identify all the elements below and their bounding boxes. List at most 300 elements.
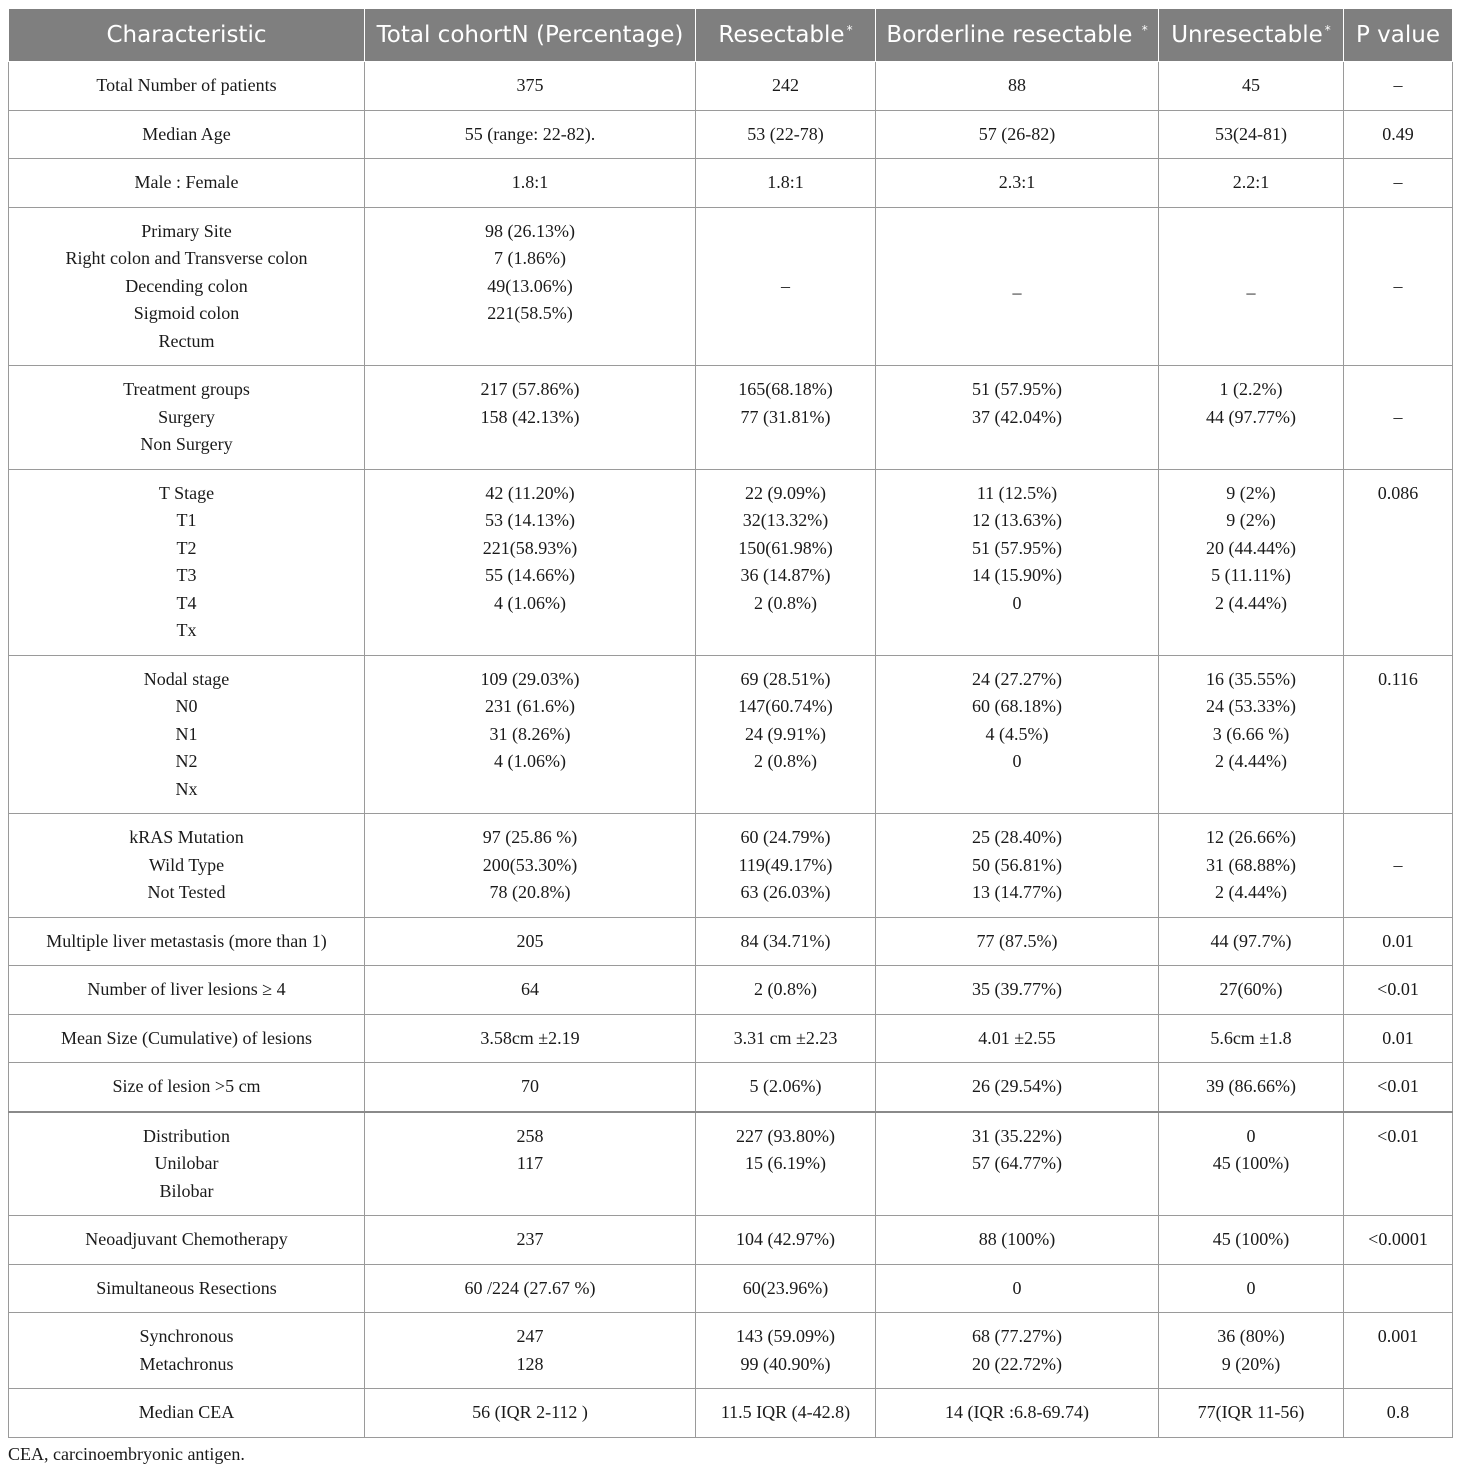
cell-line: Distribution (142, 1125, 230, 1146)
cell-line: – (1393, 75, 1403, 95)
cell-p-value (1344, 1063, 1453, 1112)
table-row (9, 1313, 1453, 1389)
cell-line: 39 (86.66%) (1206, 1076, 1296, 1096)
cell-line: N1 (175, 723, 198, 744)
cell-line: 3.31 cm ±2.23 (733, 1027, 838, 1048)
cell-line: 165(68.18%) (738, 379, 833, 399)
cell-line: 0.01 (1382, 930, 1414, 951)
cell-unresectable (1159, 110, 1344, 159)
cell-line: Rectum (158, 330, 215, 351)
table-row (9, 1264, 1453, 1313)
cell-line: 44 (97.7%) (1210, 930, 1292, 951)
cell-resectable (696, 1063, 876, 1112)
cell-line: Total Number of patients (96, 75, 277, 95)
cell-borderline (876, 207, 1159, 366)
cell-p-value (1344, 1112, 1453, 1216)
cell-line: 55 (14.66%) (485, 565, 575, 585)
cell-line: 24 (9.91%) (745, 723, 826, 744)
cell-line: 2.2:1 (1232, 172, 1270, 192)
cell-line: 11 (12.5%) (976, 482, 1058, 503)
cell-borderline (876, 110, 1159, 159)
cell-borderline (876, 1112, 1159, 1216)
cell-line: 2 (0.8%) (754, 751, 817, 771)
cell-line: 0 (1012, 1277, 1022, 1298)
cell-line: 31 (8.26%) (489, 723, 571, 744)
cell-line: 0 (1246, 1277, 1256, 1298)
cell-line: 221(58.5%) (487, 303, 573, 323)
cell-line: 77 (87.5%) (976, 930, 1058, 951)
cell-line: 9 (2%) (1226, 482, 1276, 503)
cell-total-cohort (365, 655, 696, 814)
header-resectable: Resectable * (696, 9, 876, 62)
cell-line: 84 (34.71%) (740, 930, 831, 951)
table-row (9, 655, 1453, 814)
cell-line: 16 (35.55%) (1206, 668, 1296, 689)
table-row (9, 966, 1453, 1015)
cell-line: 57 (64.77%) (972, 1153, 1062, 1173)
cell-line: 4 (1.06%) (494, 751, 566, 771)
cell-line: Treatment groups (123, 379, 250, 399)
cell-line: 150(61.98%) (738, 537, 833, 558)
cell-borderline (876, 1389, 1159, 1438)
cell-line: 45 (1242, 75, 1260, 95)
cell-borderline (876, 1014, 1159, 1063)
cell-unresectable (1159, 1313, 1344, 1389)
cell-line: 1 (2.2%) (1219, 379, 1283, 399)
cell-characteristic (9, 1264, 365, 1313)
cell-line: 60 (24.79%) (740, 827, 831, 847)
cell-unresectable (1159, 1264, 1344, 1313)
cell-characteristic (9, 966, 365, 1015)
cell-line: 2 (0.8%) (754, 592, 817, 613)
cell-line: 143 (59.09%) (736, 1326, 835, 1346)
cell-line: Male : Female (134, 172, 239, 192)
cell-borderline (876, 1216, 1159, 1265)
cell-line: 60 /224 (27.67 %) (464, 1277, 596, 1298)
cell-line: 5 (2.06%) (749, 1076, 822, 1096)
cell-line: 147(60.74%) (738, 696, 833, 716)
cell-line: 2 (0.8%) (754, 979, 817, 999)
table-row (9, 1216, 1453, 1265)
cell-total-cohort (365, 1264, 696, 1313)
cell-line: Right colon and Transverse colon (65, 248, 308, 268)
cell-unresectable (1159, 966, 1344, 1015)
cell-line: <0.01 (1377, 1125, 1419, 1146)
data-table (8, 8, 1453, 1438)
cell-line: 55 (range: 22-82). (464, 123, 596, 144)
cell-line: 231 (61.6%) (485, 696, 575, 716)
cell-line: 69 (28.51%) (740, 668, 831, 689)
cell-line: Multiple liver metastasis (more than 1) (46, 930, 327, 951)
cell-line: 242 (772, 75, 799, 95)
cell-resectable (696, 966, 876, 1015)
cell-p-value (1344, 1216, 1453, 1265)
table-row (9, 814, 1453, 918)
cell-line: 31 (68.88%) (1206, 854, 1296, 875)
cell-borderline (876, 1313, 1159, 1389)
cell-characteristic (9, 366, 365, 470)
cell-total-cohort (365, 110, 696, 159)
cell-p-value (1344, 366, 1453, 470)
cell-line: 2.3:1 (998, 172, 1036, 192)
cell-characteristic (9, 62, 365, 111)
cell-unresectable (1159, 1216, 1344, 1265)
cell-line: 25 (28.40%) (972, 827, 1062, 847)
cell-line: 205 (516, 930, 544, 951)
cell-line: 12 (26.66%) (1206, 827, 1296, 847)
cell-characteristic (9, 655, 365, 814)
cell-unresectable (1159, 207, 1344, 366)
cell-line: 1.8:1 (511, 172, 549, 192)
table-row (9, 1063, 1453, 1112)
cell-line: 158 (42.13%) (480, 406, 580, 427)
cell-line: Median CEA (138, 1402, 235, 1422)
header-characteristic: Characteristic (9, 9, 365, 62)
cell-line: Surgery (158, 406, 215, 427)
table-row (9, 366, 1453, 470)
cell-borderline (876, 366, 1159, 470)
cell-p-value (1344, 1264, 1453, 1313)
cell-line: <0.01 (1377, 1076, 1419, 1096)
cell-resectable (696, 1112, 876, 1216)
cell-resectable (696, 917, 876, 966)
cell-line: 51 (57.95%) (972, 379, 1062, 399)
cell-total-cohort (365, 814, 696, 918)
cell-line: Not Tested (147, 882, 226, 902)
cell-p-value (1344, 917, 1453, 966)
cell-line: <0.01 (1377, 979, 1419, 999)
cell-unresectable (1159, 62, 1344, 111)
cell-unresectable (1159, 366, 1344, 470)
cell-line: 27(60%) (1219, 979, 1283, 999)
cell-line: 0.086 (1377, 482, 1419, 503)
cell-line: 13 (14.77%) (972, 882, 1062, 902)
cell-characteristic (9, 1216, 365, 1265)
cell-line: <0.0001 (1368, 1229, 1428, 1249)
header-p-value: P value (1344, 9, 1453, 62)
table-row (9, 110, 1453, 159)
cell-line: 119(49.17%) (738, 854, 833, 875)
cell-resectable (696, 159, 876, 208)
cell-line: 51 (57.95%) (972, 537, 1062, 558)
cell-p-value (1344, 159, 1453, 208)
cell-line: 5.6cm ±1.8 (1210, 1027, 1292, 1048)
cell-line: 227 (93.80%) (736, 1125, 835, 1146)
table-row (9, 1014, 1453, 1063)
cell-line: 36 (14.87%) (740, 565, 831, 585)
table-row (9, 469, 1453, 655)
table-body (9, 62, 1453, 1438)
cell-line: 53 (14.13%) (485, 510, 575, 530)
cell-line: Bilobar (159, 1180, 214, 1201)
cell-line: Decending colon (125, 275, 248, 296)
cell-line: – (1393, 275, 1403, 296)
cell-line: 237 (516, 1229, 544, 1249)
cell-line: 45 (100%) (1212, 1153, 1290, 1173)
cell-line: 4.01 ±2.55 (978, 1027, 1056, 1048)
cell-line: 31 (35.22%) (972, 1125, 1062, 1146)
cell-p-value (1344, 469, 1453, 655)
cell-line: Sigmoid colon (133, 303, 240, 323)
cell-line: Tx (176, 620, 197, 640)
footnote-marker: * (1141, 23, 1148, 37)
cell-borderline (876, 469, 1159, 655)
cell-line: 97 (25.86 %) (482, 827, 578, 847)
cell-total-cohort (365, 469, 696, 655)
cell-p-value (1344, 1389, 1453, 1438)
cell-line: – (1393, 406, 1403, 427)
cell-line: 60 (68.18%) (972, 696, 1062, 716)
cell-line: Mean Size (Cumulative) of lesions (61, 1027, 312, 1048)
table-footnote: CEA, carcinoembryonic antigen. (8, 1443, 245, 1464)
cell-borderline (876, 966, 1159, 1015)
cell-line: 0 (1012, 751, 1022, 771)
cell-characteristic (9, 207, 365, 366)
cell-total-cohort (365, 1389, 696, 1438)
cell-line: 4 (4.5%) (985, 723, 1049, 744)
cell-unresectable (1159, 1063, 1344, 1112)
cell-unresectable (1159, 655, 1344, 814)
cell-line: 2 (4.44%) (1215, 751, 1287, 771)
cell-characteristic (9, 1389, 365, 1438)
cell-line: Simultaneous Resections (96, 1277, 277, 1298)
cell-line: _ (1012, 275, 1022, 296)
cell-line: 12 (13.63%) (972, 510, 1062, 530)
cell-unresectable (1159, 1389, 1344, 1438)
cell-line: 56 (IQR 2-112 ) (472, 1402, 588, 1422)
cell-line: 0.8 (1386, 1402, 1410, 1422)
cell-line: 36 (80%) (1217, 1326, 1285, 1346)
cell-borderline (876, 655, 1159, 814)
cell-line: Number of liver lesions ≥ 4 (87, 979, 286, 999)
cell-borderline (876, 814, 1159, 918)
cell-unresectable (1159, 1112, 1344, 1216)
table-container (8, 8, 1452, 1465)
cell-line: Neoadjuvant Chemotherapy (85, 1229, 288, 1249)
cell-borderline (876, 1264, 1159, 1313)
cell-borderline (876, 917, 1159, 966)
cell-total-cohort (365, 207, 696, 366)
cell-line: 109 (29.03%) (480, 668, 580, 689)
cell-line: 37 (42.04%) (972, 406, 1062, 427)
cell-line: 99 (40.90%) (740, 1353, 831, 1374)
cell-line: Nodal stage (143, 668, 230, 689)
cell-line: Unilobar (154, 1153, 219, 1173)
cell-total-cohort (365, 62, 696, 111)
cell-line: 14 (15.90%) (972, 565, 1062, 585)
cell-line: 117 (516, 1153, 544, 1173)
cell-total-cohort (365, 1063, 696, 1112)
cell-total-cohort (365, 917, 696, 966)
cell-line: 68 (77.27%) (972, 1326, 1062, 1346)
cell-characteristic (9, 159, 365, 208)
cell-line: 0.49 (1382, 123, 1414, 144)
cell-line: 53(24-81) (1215, 123, 1287, 144)
cell-characteristic (9, 1313, 365, 1389)
cell-total-cohort (365, 1313, 696, 1389)
cell-p-value (1344, 655, 1453, 814)
cell-characteristic (9, 1063, 365, 1112)
cell-line: 78 (20.8%) (489, 882, 571, 902)
cell-line: 49(13.06%) (487, 275, 573, 296)
cell-resectable (696, 1389, 876, 1438)
cell-line: 7 (1.86%) (494, 248, 566, 268)
cell-line: 70 (521, 1076, 539, 1096)
cell-characteristic (9, 1112, 365, 1216)
cell-line: 9 (2%) (1226, 510, 1276, 530)
cell-line: 0 (1012, 592, 1022, 613)
cell-line: 217 (57.86%) (480, 379, 580, 399)
cell-line: Synchronous (139, 1326, 234, 1346)
cell-resectable (696, 814, 876, 918)
cell-line: T1 (176, 510, 197, 530)
cell-line: 98 (26.13%) (485, 220, 575, 241)
cell-line: – (1393, 172, 1403, 192)
cell-line: 20 (44.44%) (1206, 537, 1296, 558)
cell-line: 26 (29.54%) (972, 1076, 1062, 1096)
cell-unresectable (1159, 917, 1344, 966)
cell-line: T Stage (158, 482, 215, 503)
cell-line: 104 (42.97%) (736, 1229, 835, 1249)
cell-line: Non Surgery (140, 434, 233, 454)
cell-resectable (696, 1313, 876, 1389)
cell-line: 5 (11.11%) (1211, 565, 1291, 585)
cell-characteristic (9, 1014, 365, 1063)
footnote-marker: * (846, 23, 853, 37)
header-unresectable: Unresectable * (1159, 9, 1344, 62)
cell-line: 1.8:1 (767, 172, 804, 192)
cell-p-value (1344, 1014, 1453, 1063)
header-row (9, 9, 1453, 62)
cell-line: 20 (22.72%) (972, 1353, 1062, 1374)
cell-line: 32(13.32%) (742, 510, 829, 530)
cell-line: 88 (1008, 75, 1026, 95)
cell-borderline (876, 62, 1159, 111)
cell-line: 0 (1246, 1125, 1256, 1146)
cell-line: T3 (176, 565, 197, 585)
cell-line: N0 (175, 696, 198, 716)
cell-line: N2 (175, 751, 198, 771)
cell-borderline (876, 159, 1159, 208)
cell-line: T4 (176, 592, 197, 613)
cell-p-value (1344, 110, 1453, 159)
header-total-cohort: Total cohortN (Percentage) (365, 9, 696, 62)
table-row (9, 159, 1453, 208)
cell-line: Size of lesion >5 cm (112, 1076, 261, 1096)
cell-line: 0.01 (1382, 1027, 1414, 1048)
cell-characteristic (9, 110, 365, 159)
cell-line: 14 (IQR :6.8-69.74) (945, 1402, 1089, 1422)
cell-line: 11.5 IQR (4-42.8) (720, 1402, 851, 1422)
cell-resectable (696, 469, 876, 655)
cell-line: 15 (6.19%) (745, 1153, 826, 1173)
cell-resectable (696, 655, 876, 814)
cell-resectable (696, 1216, 876, 1265)
cell-line: 3 (6.66 %) (1212, 723, 1290, 744)
cell-unresectable (1159, 469, 1344, 655)
cell-unresectable (1159, 159, 1344, 208)
cell-p-value (1344, 966, 1453, 1015)
cell-line: 4 (1.06%) (494, 592, 566, 613)
cell-line: T2 (176, 537, 197, 558)
cell-line: – (781, 275, 790, 296)
cell-resectable (696, 62, 876, 111)
cell-line: Primary Site (141, 220, 232, 241)
cell-line: 44 (97.77%) (1206, 406, 1296, 427)
cell-total-cohort (365, 366, 696, 470)
cell-line: 64 (521, 979, 539, 999)
cell-line: 35 (39.77%) (972, 979, 1062, 999)
cell-line: 77(IQR 11-56) (1197, 1402, 1305, 1422)
cell-line: Wild Type (148, 854, 225, 875)
cell-line: – (1393, 854, 1403, 875)
cell-line: 60(23.96%) (742, 1277, 829, 1298)
cell-line: 0.001 (1377, 1326, 1419, 1346)
cell-p-value (1344, 814, 1453, 918)
cell-total-cohort (365, 1216, 696, 1265)
table-row (9, 1112, 1453, 1216)
cell-line: 128 (516, 1353, 544, 1374)
cell-line: 77 (31.81%) (740, 406, 831, 427)
table-row (9, 917, 1453, 966)
cell-total-cohort (365, 159, 696, 208)
cell-borderline (876, 1063, 1159, 1112)
cell-unresectable (1159, 814, 1344, 918)
cell-line: 3.58cm ±2.19 (480, 1027, 580, 1048)
cell-line: 247 (516, 1326, 544, 1346)
cell-total-cohort (365, 966, 696, 1015)
cell-line: Nx (175, 778, 198, 799)
cell-line: kRAS Mutation (129, 827, 244, 847)
cell-line: 258 (516, 1125, 544, 1146)
cell-p-value (1344, 62, 1453, 111)
cell-resectable (696, 366, 876, 470)
cell-line: 22 (9.09%) (745, 482, 826, 503)
cell-total-cohort (365, 1112, 696, 1216)
cell-resectable (696, 1264, 876, 1313)
cell-line: 375 (516, 75, 544, 95)
cell-characteristic (9, 814, 365, 918)
cell-line: 50 (56.81%) (972, 854, 1062, 875)
cell-total-cohort (365, 1014, 696, 1063)
cell-line: 2 (4.44%) (1215, 882, 1287, 902)
cell-resectable (696, 1014, 876, 1063)
cell-line: 42 (11.20%) (485, 482, 575, 503)
cell-line: 45 (100%) (1212, 1229, 1290, 1249)
cell-line: 53 (22-78) (747, 123, 824, 144)
cell-line: _ (1246, 275, 1256, 296)
cell-line: 9 (20%) (1221, 1353, 1281, 1374)
cell-line: 200(53.30%) (482, 854, 578, 875)
cell-line: 24 (53.33%) (1206, 696, 1296, 716)
cell-characteristic (9, 917, 365, 966)
cell-line: Metachronus (139, 1353, 234, 1374)
cell-p-value (1344, 1313, 1453, 1389)
cell-line: 0.116 (1378, 668, 1418, 689)
cell-unresectable (1159, 1014, 1344, 1063)
footnote-marker: * (1324, 23, 1331, 37)
cell-line: Median Age (142, 123, 231, 144)
cell-line: 24 (27.27%) (972, 668, 1062, 689)
cell-characteristic (9, 469, 365, 655)
cell-line: 221(58.93%) (482, 537, 578, 558)
cell-line: 63 (26.03%) (740, 882, 831, 902)
cell-resectable (696, 207, 876, 366)
cell-line: 57 (26-82) (978, 123, 1056, 144)
cell-line: 2 (4.44%) (1215, 592, 1287, 613)
table-row (9, 62, 1453, 111)
table-row (9, 1389, 1453, 1438)
